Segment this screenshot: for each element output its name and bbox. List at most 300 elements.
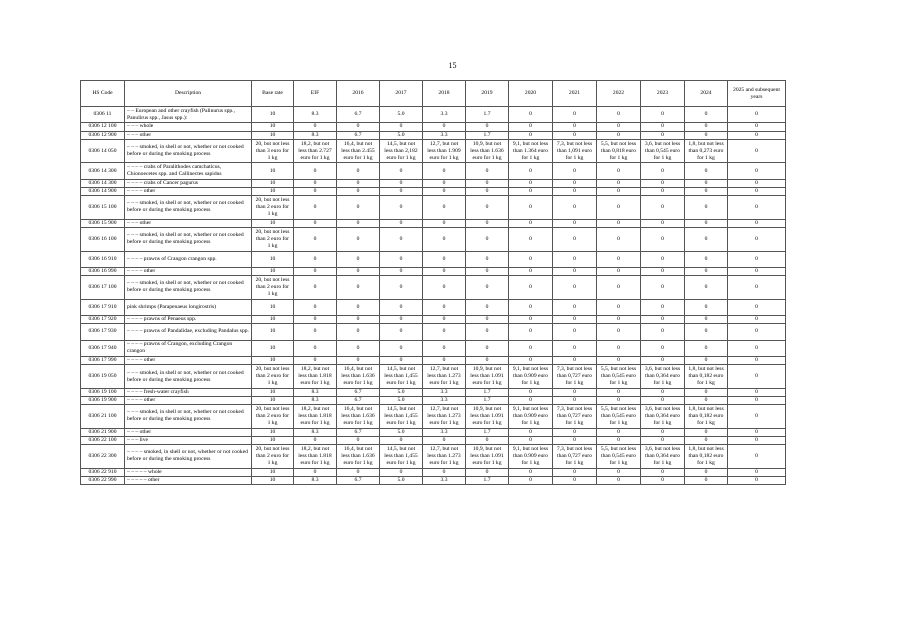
hs-code-cell: 0306 12 900 [81,131,125,139]
rate-cell: 5.0 [380,476,423,484]
rate-cell: 0 [728,163,786,179]
rate-cell: 1.7 [466,388,509,396]
rate-cell: 0 [728,340,786,356]
rate-cell: 0 [553,388,597,396]
rate-cell: 0 [466,163,509,179]
rate-cell: 0 [337,267,380,275]
description-cell: – – – – smoked, in shell or not, whether or not cooked before or during the smoking process [125,445,252,469]
description-cell: – – – other [125,428,252,436]
rate-cell: 0 [728,365,786,389]
rate-cell: 0 [466,436,509,444]
rate-cell: 10 [252,299,294,315]
rate-cell: 8.3 [294,388,337,396]
rate-cell: 0 [597,196,641,220]
rate-cell: 0 [641,179,685,187]
rate-cell: 0 [641,219,685,227]
rate-cell: 0 [294,179,337,187]
rate-cell: 0 [597,251,641,267]
rate-cell: 9,1, but not less than 1.364 euro for 1 kg [509,139,553,163]
rate-cell: 0 [466,316,509,324]
rate-cell: 0 [509,187,553,195]
rate-cell: 0 [380,299,423,315]
rate-cell: 16,4, but not less than 1.636 euro for 1 kg [337,365,380,389]
col-header-2018: 2018 [423,81,466,107]
rate-cell: 0 [597,219,641,227]
rate-cell: 10 [252,251,294,267]
rate-cell: 20, but not less than 2 euro for 1 kg [252,196,294,220]
description-cell: – – – whole [125,123,252,131]
rate-cell: 7,3, but not less than 0,727 euro for 1 kg [553,405,597,429]
rate-cell: 0 [728,227,786,251]
table-body [81,107,786,485]
rate-cell: 0 [728,267,786,275]
rate-cell: 20, but not less than 2 euro for 1 kg [252,276,294,300]
rate-cell: 0 [728,251,786,267]
rate-cell: 10,9, but not less than 1.091 euro for 1 kg [466,445,509,469]
rate-cell: 0 [685,324,728,340]
rate-cell: 0 [553,316,597,324]
rate-cell: 0 [337,316,380,324]
rate-cell: 1,8, but not less than 0,182 euro for 1 kg [685,405,728,429]
hs-code-cell: 0306 16 910 [81,251,125,267]
rate-cell: 20, but not less than 2 euro for 1 kg [252,405,294,429]
rate-cell: 0 [423,179,466,187]
rate-cell: 0 [294,436,337,444]
rate-cell: 20, but not less than 3 euro for 1 kg [252,139,294,163]
table-row [81,276,786,300]
hs-code-cell: 0306 17 910 [81,299,125,315]
rate-cell: 0 [641,196,685,220]
table-row [81,107,786,123]
rate-cell: 0 [466,187,509,195]
rate-cell: 0 [641,468,685,476]
rate-cell: 0 [423,316,466,324]
rate-cell: 0 [728,397,786,405]
table-row [81,397,786,405]
rate-cell: 0 [380,196,423,220]
rate-cell: 10 [252,131,294,139]
rate-cell: 0 [380,219,423,227]
rate-cell: 0 [294,187,337,195]
rate-cell: 0 [597,227,641,251]
hs-code-cell: 0306 11 [81,107,125,123]
rate-cell: 0 [423,276,466,300]
rate-cell: 0 [641,299,685,315]
rate-cell: 0 [685,196,728,220]
rate-cell: 20, but not less than 2 euro for 1 kg [252,227,294,251]
rate-cell: 5.0 [380,107,423,123]
rate-cell: 0 [641,163,685,179]
rate-cell: 7,3, but not less than 0,727 euro for 1 kg [553,365,597,389]
rate-cell: 0 [685,299,728,315]
rate-cell: 0 [509,340,553,356]
rate-cell: 0 [597,468,641,476]
rate-cell: 0 [553,123,597,131]
rate-cell: 8.3 [294,476,337,484]
table-row [81,445,786,469]
col-header-2024: 2024 [685,81,728,107]
rate-cell: 5.0 [380,388,423,396]
rate-cell: 0 [423,468,466,476]
rate-cell: 1,8, but not less than 0,273 euro for 1 kg [685,139,728,163]
rate-cell: 0 [685,340,728,356]
rate-cell: 0 [597,107,641,123]
table-row [81,227,786,251]
rate-cell: 0 [685,187,728,195]
table-row [81,428,786,436]
rate-cell: 0 [337,324,380,340]
rate-cell: 20, but not less than 2 euro for 1 kg [252,445,294,469]
rate-cell: 0 [380,187,423,195]
rate-cell: 0 [294,299,337,315]
rate-cell: 0 [728,476,786,484]
rate-cell: 0 [685,227,728,251]
rate-cell: 0 [685,179,728,187]
rate-cell: 0 [685,357,728,365]
rate-cell: 5.0 [380,428,423,436]
table-row [81,187,786,195]
rate-cell: 0 [294,357,337,365]
rate-cell: 0 [641,428,685,436]
rate-cell: 0 [641,131,685,139]
rate-cell: 0 [728,276,786,300]
rate-cell: 0 [641,251,685,267]
table-row [81,476,786,484]
rate-cell: 0 [294,468,337,476]
rate-cell: 0 [553,131,597,139]
rate-cell: 1,8, but not less than 0,182 euro for 1 kg [685,365,728,389]
rate-cell: 10 [252,436,294,444]
rate-cell: 0 [553,267,597,275]
rate-cell: 0 [553,219,597,227]
rate-cell: 0 [728,123,786,131]
rate-cell: 10 [252,476,294,484]
description-cell: – – – – prawns of Crangon, excluding Crangon crangon [125,340,252,356]
rate-cell: 3,6, but not less than 0,364 euro for 1 kg [641,445,685,469]
rate-cell: 0 [466,324,509,340]
rate-cell: 0 [509,131,553,139]
col-header-2020: 2020 [509,81,553,107]
rate-cell: 0 [423,436,466,444]
rate-cell: 0 [466,227,509,251]
rate-cell: 0 [553,397,597,405]
description-cell: – – – – – other [125,476,252,484]
rate-cell: 0 [380,123,423,131]
description-cell: – – – smoked, in shell or not, whether or not cooked before or during the smoking process [125,139,252,163]
rate-cell: 5.0 [380,397,423,405]
rate-cell: 0 [728,219,786,227]
rate-cell: 0 [509,227,553,251]
rate-cell: 10 [252,179,294,187]
rate-cell: 0 [509,196,553,220]
rate-cell: 0 [337,357,380,365]
rate-cell: 0 [337,227,380,251]
col-header-base-rate: Base rate [252,81,294,107]
rate-cell: 0 [553,468,597,476]
table-row [81,267,786,275]
rate-cell: 6.7 [337,131,380,139]
rate-cell: 0 [553,187,597,195]
rate-cell: 0 [423,251,466,267]
rate-cell: 0 [597,179,641,187]
rate-cell: 8.3 [294,107,337,123]
rate-cell: 0 [728,405,786,429]
rate-cell: 0 [294,227,337,251]
rate-cell: 0 [641,476,685,484]
rate-cell: 0 [466,267,509,275]
rate-cell: 0 [728,179,786,187]
rate-cell: 0 [380,251,423,267]
table-row [81,340,786,356]
rate-cell: 6.7 [337,107,380,123]
rate-cell: 0 [466,219,509,227]
hs-code-cell: 0306 14 050 [81,139,125,163]
rate-cell: 3,6, but not less than 0,364 euro for 1 kg [641,365,685,389]
rate-cell: 0 [641,276,685,300]
rate-cell: 0 [509,219,553,227]
rate-cell: 0 [337,468,380,476]
rate-cell: 0 [553,276,597,300]
rate-cell: 0 [509,357,553,365]
table-row [81,163,786,179]
rate-cell: 0 [509,388,553,396]
rate-cell: 0 [380,468,423,476]
hs-code-cell: 0306 21 900 [81,428,125,436]
rate-cell: 0 [294,316,337,324]
rate-cell: 0 [728,445,786,469]
description-cell: – – – – other [125,397,252,405]
rate-cell: 0 [380,163,423,179]
rate-cell: 0 [553,428,597,436]
rate-cell: 0 [728,107,786,123]
rate-cell: 3.3 [423,428,466,436]
rate-cell: 0 [423,340,466,356]
hs-code-cell: 0306 22 910 [81,468,125,476]
page-number: 15 [448,61,457,70]
rate-cell: 10,9, but not less than 1.091 euro for 1 kg [466,405,509,429]
rate-cell: 0 [337,187,380,195]
rate-cell: 10,9, but not less than 1.636 euro for 1 kg [466,139,509,163]
hs-code-cell: 0306 19 100 [81,388,125,396]
description-cell: – – – live [125,436,252,444]
hs-code-cell: 0306 14 300 [81,163,125,179]
rate-cell: 3.3 [423,388,466,396]
rate-cell: 0 [641,340,685,356]
description-cell: – – – smoked, in shell or not, whether or not cooked before or during the smoking process [125,276,252,300]
rate-cell: 0 [597,163,641,179]
rate-cell: 0 [553,357,597,365]
rate-cell: 8.3 [294,397,337,405]
rate-cell: 0 [509,123,553,131]
rate-cell: 0 [641,324,685,340]
col-header-eif: EIF [294,81,337,107]
rate-cell: 0 [597,476,641,484]
rate-cell: 0 [553,340,597,356]
rate-cell: 0 [509,428,553,436]
rate-cell: 0 [685,436,728,444]
rate-cell: 0 [641,227,685,251]
rate-cell: 7,3, but not less than 1,091 euro for 1 kg [553,139,597,163]
rate-cell: 1,8, but not less than 0,182 euro for 1 kg [685,445,728,469]
table-row [81,468,786,476]
rate-cell: 0 [380,227,423,251]
rate-cell: 0 [423,123,466,131]
rate-cell: 0 [380,267,423,275]
rate-cell: 0 [337,123,380,131]
rate-cell: 0 [380,324,423,340]
rate-cell: 0 [423,219,466,227]
table-row [81,139,786,163]
description-cell: – – – – other [125,187,252,195]
table-row [81,123,786,131]
rate-cell: 0 [509,316,553,324]
rate-cell: 5,5, but not less than 0,545 euro for 1 kg [597,445,641,469]
rate-cell: 0 [728,299,786,315]
rate-cell: 18,2, but not less than 1.818 euro for 1 kg [294,405,337,429]
rate-cell: 0 [337,436,380,444]
rate-cell: 10 [252,397,294,405]
rate-cell: 0 [294,196,337,220]
rate-cell: 0 [553,476,597,484]
rate-cell: 0 [597,131,641,139]
rate-cell: 0 [294,276,337,300]
table-row [81,299,786,315]
table-row [81,316,786,324]
rate-cell: 0 [685,276,728,300]
hs-code-cell: 0306 14 900 [81,187,125,195]
rate-cell: 12,7, but not less than 1.273 euro for 1 kg [423,445,466,469]
table-row [81,436,786,444]
rate-cell: 0 [728,436,786,444]
rate-cell: 0 [553,299,597,315]
rate-cell: 3,6, but not less than 0,364 euro for 1 kg [641,405,685,429]
rate-cell: 1.7 [466,397,509,405]
rate-cell: 9,1, but not less than 0.909 euro for 1 kg [509,445,553,469]
rate-cell: 1.7 [466,107,509,123]
hs-code-cell: 0306 17 990 [81,357,125,365]
rate-cell: 12,7, but not less than 1.273 euro for 1 kg [423,405,466,429]
rate-cell: 0 [728,187,786,195]
rate-cell: 8.3 [294,428,337,436]
rate-cell: 0 [597,436,641,444]
rate-cell: 0 [641,107,685,123]
description-cell: – – – other [125,131,252,139]
rate-cell: 0 [294,340,337,356]
rate-cell: 0 [466,357,509,365]
rate-cell: 0 [466,276,509,300]
description-cell: pink shrimps (Parapenaeus longirostris) [125,299,252,315]
hs-code-cell: 0306 17 100 [81,276,125,300]
rate-cell: 10 [252,316,294,324]
rate-cell: 0 [423,163,466,179]
rate-cell: 9,1, but not less than 0.909 euro for 1 kg [509,405,553,429]
rate-cell: 0 [728,388,786,396]
rate-cell: 10 [252,187,294,195]
rate-cell: 0 [423,299,466,315]
rate-cell: 3.3 [423,476,466,484]
rate-cell: 0 [728,428,786,436]
rate-cell: 0 [641,388,685,396]
table-row [81,131,786,139]
description-cell: – – – – crabs of Cancer pagurus [125,179,252,187]
rate-cell: 10 [252,107,294,123]
rate-cell: 0 [380,436,423,444]
rate-cell: 0 [685,397,728,405]
rate-cell: 0 [685,428,728,436]
hs-code-cell: 0306 21 100 [81,405,125,429]
rate-cell: 0 [509,163,553,179]
rate-cell: 0 [553,227,597,251]
hs-code-cell: 0306 15 900 [81,219,125,227]
table-row [81,324,786,340]
rate-cell: 0 [509,324,553,340]
col-header-2025-and-subsequent: 2025 and subsequent years [728,81,786,107]
rate-cell: 0 [685,251,728,267]
rate-cell: 0 [509,251,553,267]
rate-cell: 0 [685,107,728,123]
rate-cell: 0 [641,267,685,275]
rate-cell: 0 [553,324,597,340]
hs-code-cell: 0306 19 900 [81,397,125,405]
rate-cell: 0 [641,316,685,324]
hs-code-cell: 0306 22 300 [81,445,125,469]
rate-cell: 3.3 [423,107,466,123]
rate-cell: 0 [597,267,641,275]
rate-cell: 0 [728,196,786,220]
rate-cell: 0 [337,340,380,356]
rate-cell: 10 [252,163,294,179]
rate-cell: 0 [685,316,728,324]
hs-code-cell: 0306 14 300 [81,179,125,187]
description-cell: – – European and other crayfish (Palinurus spp., Panulirus spp., Jasus spp.): [125,107,252,123]
col-header-description: Description [125,81,252,107]
rate-cell: 0 [466,179,509,187]
rate-cell: 0 [337,251,380,267]
description-cell: – – – – prawns of Crangon crangon spp. [125,251,252,267]
rate-cell: 0 [509,299,553,315]
rate-cell: 16,4, but not less than 2.455 euro for 1 kg [337,139,380,163]
rate-cell: 0 [509,476,553,484]
description-cell: – – – – crabs of Paralithodes camchaticus, Chionoecetes spp. and Callinectes sapidus [125,163,252,179]
rate-cell: 0 [553,107,597,123]
rate-cell: 0 [728,324,786,340]
hs-code-cell: 0306 22 990 [81,476,125,484]
hs-code-cell: 0306 17 920 [81,316,125,324]
rate-cell: 0 [423,196,466,220]
rate-cell: 0 [685,476,728,484]
description-cell: – – – – prawns of Penaeus spp. [125,316,252,324]
rate-cell: 0 [466,340,509,356]
col-header-2016: 2016 [337,81,380,107]
rate-cell: 0 [597,388,641,396]
rate-cell: 0 [466,123,509,131]
rate-cell: 12,7, but not less than 1.909 euro for 1 kg [423,139,466,163]
rate-cell: 0 [553,163,597,179]
rate-cell: 18,2, but not less than 1.818 euro for 1 kg [294,365,337,389]
rate-cell: 9,1, but not less than 0.909 euro for 1 kg [509,365,553,389]
rate-cell: 6.7 [337,476,380,484]
rate-cell: 0 [337,219,380,227]
col-header-2022: 2022 [597,81,641,107]
rate-cell: 3.3 [423,397,466,405]
rate-cell: 0 [597,316,641,324]
rate-cell: 0 [466,251,509,267]
rate-cell: 1.7 [466,476,509,484]
rate-cell: 7,3, but not less than 0,727 euro for 1 kg [553,445,597,469]
rate-cell: 0 [509,179,553,187]
rate-cell: 0 [597,187,641,195]
rate-cell: 10 [252,340,294,356]
